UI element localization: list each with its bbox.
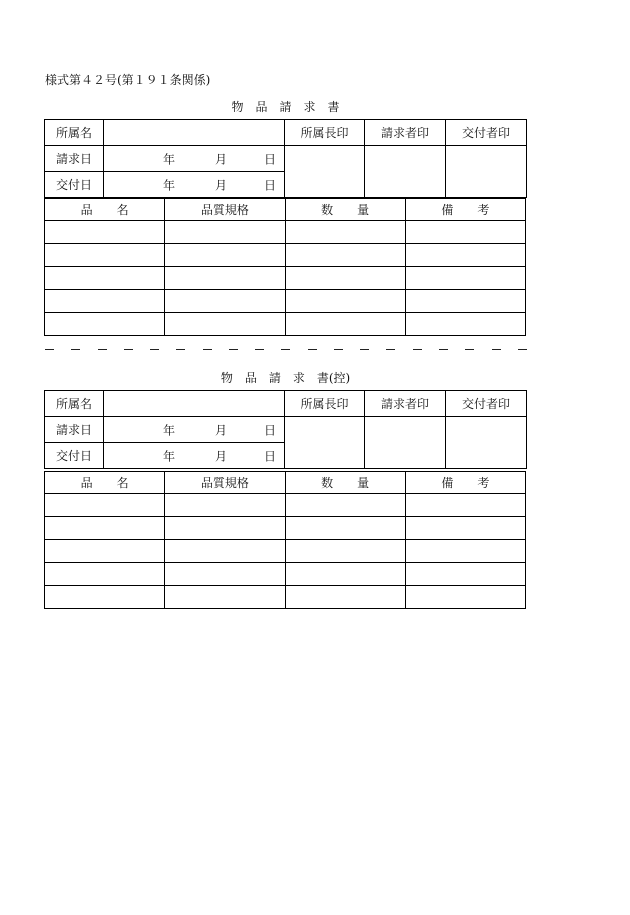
quantity-cell[interactable] (285, 267, 405, 290)
spec-cell[interactable] (165, 244, 285, 267)
table-row (45, 267, 526, 290)
spec-cell[interactable] (165, 267, 285, 290)
quantity-cell[interactable] (285, 540, 405, 563)
department-field[interactable] (104, 120, 285, 146)
spec-cell[interactable] (165, 221, 285, 244)
table-row (45, 540, 526, 563)
remarks-cell[interactable] (405, 540, 525, 563)
department-field[interactable] (104, 391, 285, 417)
requester-seal-box[interactable] (365, 146, 446, 198)
month-label: 月 (215, 423, 228, 437)
department-label: 所属名 (45, 391, 104, 417)
remarks-cell[interactable] (405, 517, 525, 540)
table-row (45, 586, 526, 609)
item-cell[interactable] (45, 586, 165, 609)
year-label: 年 (163, 178, 176, 192)
table-row (45, 290, 526, 313)
spec-cell[interactable] (165, 540, 285, 563)
spec-cell[interactable] (165, 290, 285, 313)
day-label: 日 (263, 449, 276, 463)
spec-cell[interactable] (165, 563, 285, 586)
form-number: 様式第４２号(第１９１条関係) (45, 73, 211, 87)
delivery-date-label: 交付日 (45, 172, 104, 198)
remarks-cell[interactable] (405, 586, 525, 609)
month-label: 月 (215, 178, 228, 192)
col-quantity: 数 量 (285, 472, 405, 494)
requester-seal-label: 請求者印 (365, 120, 446, 146)
spec-cell[interactable] (165, 313, 285, 336)
table-row (45, 563, 526, 586)
col-item-name: 品 名 (45, 199, 165, 221)
delivery-date-field[interactable] (104, 172, 285, 198)
requester-seal-label: 請求者印 (365, 391, 446, 417)
remarks-cell[interactable] (405, 267, 525, 290)
quantity-cell[interactable] (285, 517, 405, 540)
dept-head-seal-box[interactable] (285, 417, 365, 469)
issuer-seal-box[interactable] (446, 417, 527, 469)
quantity-cell[interactable] (285, 586, 405, 609)
issuer-seal-label: 交付者印 (446, 120, 527, 146)
request-date-label: 請求日 (45, 146, 104, 172)
cut-line (45, 342, 527, 350)
spec-cell[interactable] (165, 494, 285, 517)
month-label: 月 (215, 152, 228, 166)
month-label: 月 (215, 449, 228, 463)
remarks-cell[interactable] (405, 563, 525, 586)
col-remarks: 備 考 (405, 472, 525, 494)
table-row (45, 313, 526, 336)
form-title: 物 品 請 求 書 (231, 100, 340, 114)
year-label: 年 (163, 449, 176, 463)
col-item-name: 品 名 (45, 472, 165, 494)
delivery-date-field[interactable] (104, 443, 285, 469)
quantity-cell[interactable] (285, 313, 405, 336)
dept-head-seal-label: 所属長印 (285, 120, 365, 146)
quantity-cell[interactable] (285, 221, 405, 244)
item-cell[interactable] (45, 517, 165, 540)
item-cell[interactable] (45, 267, 165, 290)
department-label: 所属名 (45, 120, 104, 146)
col-quantity: 数 量 (285, 199, 405, 221)
request-date-field[interactable] (104, 417, 285, 443)
spec-cell[interactable] (165, 517, 285, 540)
remarks-cell[interactable] (405, 221, 525, 244)
form-title-copy: 物 品 請 求 書(控) (220, 371, 351, 385)
quantity-cell[interactable] (285, 244, 405, 267)
dept-head-seal-label: 所属長印 (285, 391, 365, 417)
items-table-copy (44, 471, 526, 609)
remarks-cell[interactable] (405, 244, 525, 267)
item-cell[interactable] (45, 540, 165, 563)
table-row (45, 221, 526, 244)
remarks-cell[interactable] (405, 290, 525, 313)
col-quality-spec: 品質規格 (165, 199, 285, 221)
year-label: 年 (163, 423, 176, 437)
items-table (44, 198, 526, 336)
day-label: 日 (263, 152, 276, 166)
item-cell[interactable] (45, 290, 165, 313)
request-date-field[interactable] (104, 146, 285, 172)
quantity-cell[interactable] (285, 290, 405, 313)
remarks-cell[interactable] (405, 313, 525, 336)
item-cell[interactable] (45, 221, 165, 244)
issuer-seal-box[interactable] (446, 146, 527, 198)
issuer-seal-label: 交付者印 (446, 391, 527, 417)
dept-head-seal-box[interactable] (285, 146, 365, 198)
day-label: 日 (263, 178, 276, 192)
table-row (45, 244, 526, 267)
col-remarks: 備 考 (405, 199, 525, 221)
request-header-table-copy (44, 390, 527, 469)
spec-cell[interactable] (165, 586, 285, 609)
col-quality-spec: 品質規格 (165, 472, 285, 494)
item-cell[interactable] (45, 563, 165, 586)
item-cell[interactable] (45, 494, 165, 517)
remarks-cell[interactable] (405, 494, 525, 517)
requester-seal-box[interactable] (365, 417, 446, 469)
item-cell[interactable] (45, 313, 165, 336)
quantity-cell[interactable] (285, 563, 405, 586)
request-date-label: 請求日 (45, 417, 104, 443)
year-label: 年 (163, 152, 176, 166)
request-header-table (44, 119, 527, 198)
table-row (45, 517, 526, 540)
table-row (45, 494, 526, 517)
delivery-date-label: 交付日 (45, 443, 104, 469)
item-cell[interactable] (45, 244, 165, 267)
quantity-cell[interactable] (285, 494, 405, 517)
day-label: 日 (263, 423, 276, 437)
